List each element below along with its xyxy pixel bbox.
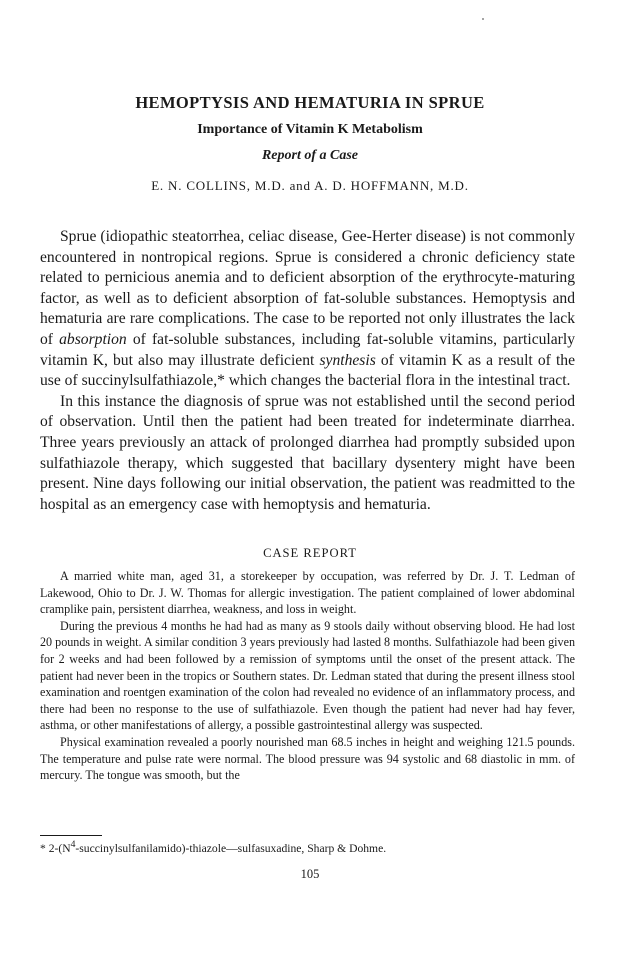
article-subtitle: Importance of Vitamin K Metabolism — [197, 122, 423, 137]
case-report-heading: CASE REPORT — [263, 546, 357, 560]
intro-paragraph-2: In this instance the diagnosis of sprue was not established until the second period of observation. Until then the patient had been treated for indeterminate diarrhea. Three years previously an attack of prolonged diarrhea had promptly subsided upon sulfathiazole therapy, which suggested that bacillary dysentery might have been present. Nine days following our initial observation, the patient was readmitted to the hospital as an emergency case with hemoptysis and hematuria. — [40, 392, 575, 513]
article-title: HEMOPTYSIS AND HEMATURIA IN SPRUE — [135, 93, 485, 112]
intro-paragraph-1 — [40, 227, 575, 392]
introduction — [40, 227, 575, 515]
footnote-marker: * — [40, 841, 46, 855]
case-paragraph-3: Physical examination revealed a poorly nourished man 68.5 inches in height and weighing 121.5 pounds. The temperature and pulse rate were normal. The blood pressure was 94 systolic and 68 diastolic in mm. of mercury. The tongue was smooth, but the — [40, 734, 575, 783]
intro-p1-emphasis-absorption: absorption — [59, 330, 127, 348]
report-label: Report of a Case — [261, 148, 359, 163]
footnote-rule — [40, 835, 102, 836]
footnote-text-2: -succinylsulfanilamido)-thiazole—sulfasuxadine, Sharp & Dohme. — [75, 841, 387, 855]
page-number: 105 — [300, 867, 320, 881]
footnote — [40, 837, 580, 856]
intro-p1-text-1: Sprue (idiopathic steatorrhea, celiac disease, Gee-Herter disease) is not commonly encountered in nontropical regions. Sprue is considered a chronic deficiency state related to pernicious anemia and to deficient absorption of the erythrocyte-maturing factor, as well as to deficient absorption of fat-soluble substances. Hemoptysis and hematuria are rare complications. The case to be reported not only illustrates the lack of — [40, 228, 575, 348]
intro-p1-text-2: of fat-soluble substances, including fat-soluble vitamins, particularly vitamin K, but also may illustrate deficient — [40, 330, 575, 369]
case-report-body — [40, 568, 575, 784]
intro-p1-text-3: of vitamin K as a result of the use of succinylsulfathiazole,* which changes the bacterial flora in the intestinal tract. — [40, 351, 575, 390]
case-paragraph-1: A married white man, aged 31, a storekeeper by occupation, was referred by Dr. J. T. Ledman of Lakewood, Ohio to Dr. J. W. Thomas for allergic investigation. The patient complained of lower abdominal cramplike pain, persistent diarrhea, weakness, and loss in weight. — [40, 569, 575, 617]
footnote-superscript: 4 — [70, 839, 76, 850]
author-line: E. N. COLLINS, M.D. and A. D. HOFFMANN, M.D. — [151, 178, 469, 193]
footnote-text-1: 2-(N — [45, 841, 71, 855]
scan-speck — [482, 18, 484, 20]
case-paragraph-2: During the previous 4 months he had had as many as 9 stools daily without observing blood. He had lost 20 pounds in weight. A similar condition 3 years previously had lasted 8 months. Sulfathiazole had been given for 2 weeks and had been followed by a remission of symptoms until the onset of the present attack. The patient had never been in the tropics or Southern states. Dr. Ledman stated that during the present illness stool examination and roentgen examination of the colon had revealed no evidence of an inflammatory process, and there had been no response to the use of sulfathiazole. Even though the patient had never had hay fever, asthma, or other manifestations of allergy, a possible gastrointestinal allergy was suspected. — [40, 618, 575, 733]
intro-p1-emphasis-synthesis: synthesis — [319, 351, 376, 369]
